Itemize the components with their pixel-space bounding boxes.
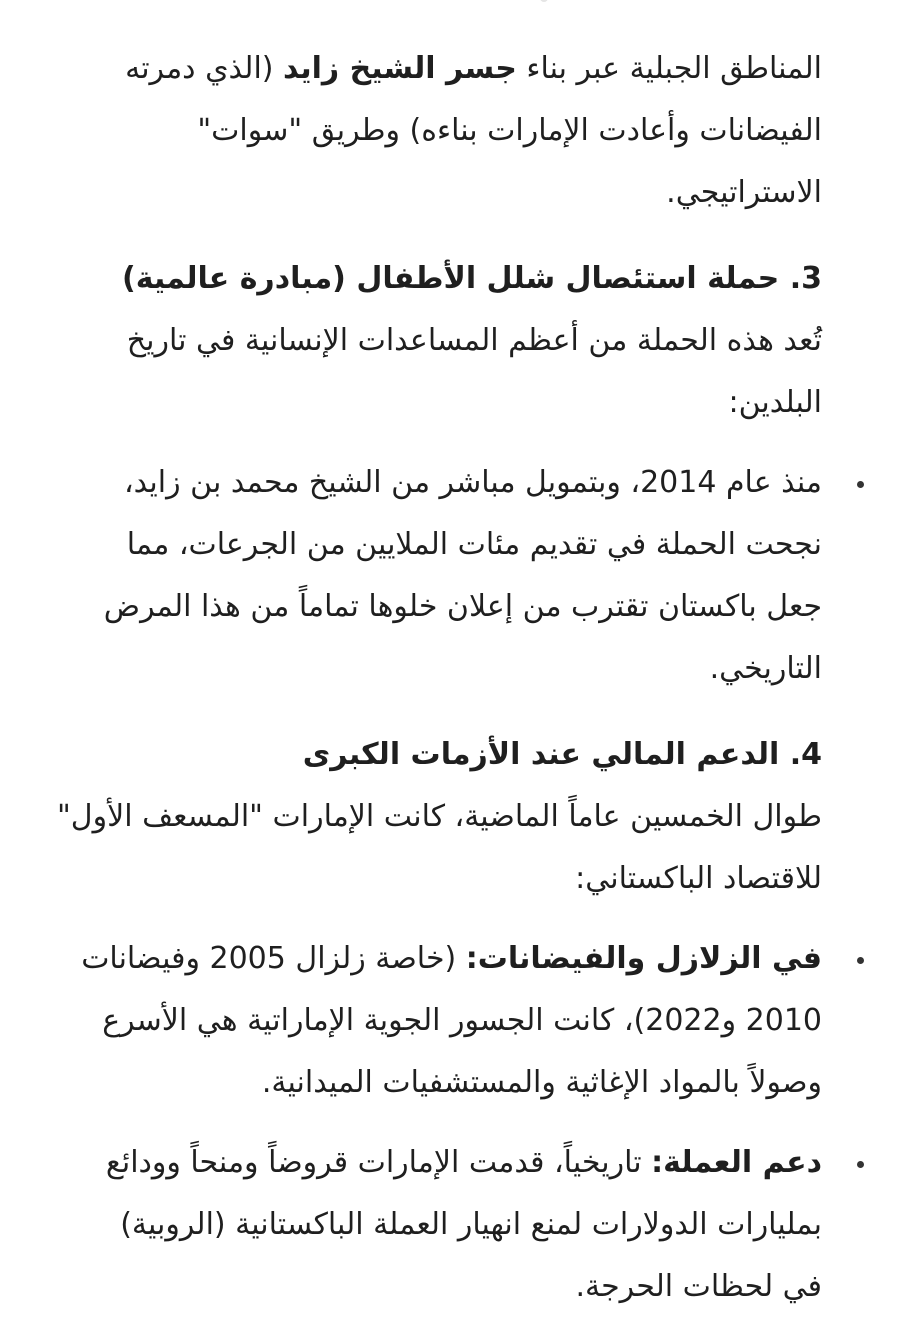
s3-bullet1-line2: نجحت الحملة في تقديم مئات الملايين من الجرعات، مما xyxy=(126,527,822,562)
s4-lead-line2: للاقتصاد الباكستاني: xyxy=(575,861,822,896)
intro-bold-bridge: جسر الشيخ زايد xyxy=(283,51,517,86)
section4-bullet-list xyxy=(40,928,822,1318)
intro-line2: الفيضانات وأعادت الإمارات بناءه) وطريق "سوات" xyxy=(197,113,822,148)
s4-bullet1-line2: 2010 و2022)، كانت الجسور الجوية الإماراتية هي الأسرع xyxy=(102,1003,822,1038)
section4-title: الدعم المالي عند الأزمات الكبرى xyxy=(302,737,780,772)
section4-lead xyxy=(40,786,822,910)
intro-paragraph xyxy=(40,38,822,224)
s4-bullet1-line3: وصولاً بالمواد الإغاثية والمستشفيات الميدانية. xyxy=(261,1065,822,1100)
intro-line3: الاستراتيجي. xyxy=(666,175,822,210)
bullet-dot-icon xyxy=(857,957,864,964)
intro-line1-text: المناطق الجبلية عبر بناء xyxy=(516,51,822,86)
section3-title: حملة استئصال شلل الأطفال (مبادرة عالمية) xyxy=(121,261,780,296)
intro-line1-after: (الذي دمرته xyxy=(125,51,284,86)
s3-bullet1-line3: جعل باكستان تقترب من إعلان خلوها تماماً من هذا المرض xyxy=(103,589,822,624)
section3-heading xyxy=(40,248,822,310)
section3-number: 3. xyxy=(789,261,822,296)
s3-bullet1-line4: التاريخي. xyxy=(709,651,822,686)
s4-bullet1-bold: في الزلازل والفيضانات: xyxy=(465,941,822,976)
section4-heading xyxy=(40,724,822,786)
section4-number: 4. xyxy=(789,737,822,772)
list-item xyxy=(40,452,822,700)
s4-bullet2-line2: بمليارات الدولارات لمنع انهيار العملة الباكستانية (الروبية) xyxy=(120,1207,822,1242)
article-body xyxy=(40,38,822,1318)
s4-bullet2-line1: تاريخياً، قدمت الإمارات قروضاً ومنحاً وودائع xyxy=(105,1145,652,1180)
s4-bullet2-line3: في لحظات الحرجة. xyxy=(575,1269,822,1304)
list-item xyxy=(40,928,822,1114)
top-edge-mark xyxy=(540,0,548,2)
list-item xyxy=(40,1132,822,1318)
bullet-dot-icon xyxy=(857,481,864,488)
s4-bullet2-bold: دعم العملة: xyxy=(651,1145,822,1180)
section3-lead: تُعد هذه الحملة من أعظم المساعدات الإنسانية في تاريخ البلدين: xyxy=(126,323,822,420)
section3-bullet-list xyxy=(40,452,822,700)
s4-lead-line1: طوال الخمسين عاماً الماضية، كانت الإمارات "المسعف الأول" xyxy=(57,799,822,834)
s4-bullet1-line1: (خاصة زلزال 2005 وفيضانات xyxy=(81,941,466,976)
s3-bullet1-line1: منذ عام 2014، وبتمويل مباشر من الشيخ محمد بن زايد، xyxy=(124,465,822,500)
bullet-dot-icon xyxy=(857,1161,864,1168)
